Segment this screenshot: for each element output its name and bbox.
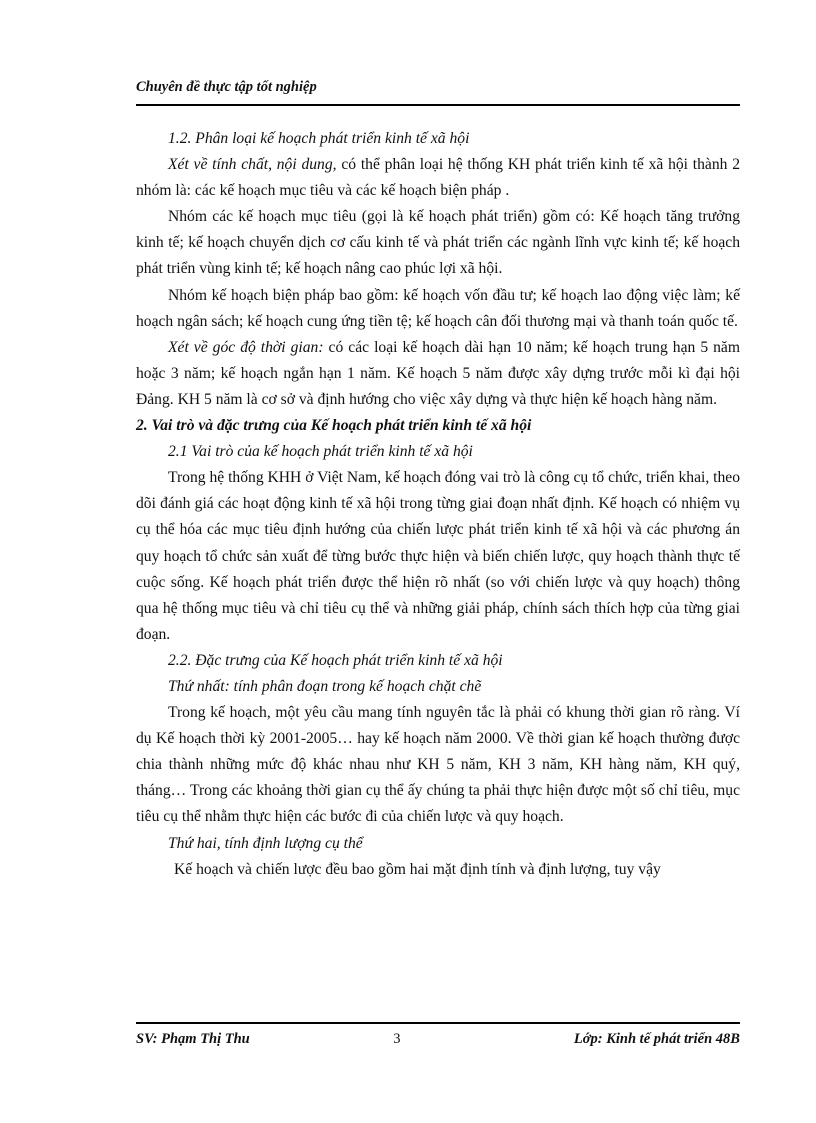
section-2-1-heading: 2.1 Vai trò của kế hoạch phát triển kinh tế xã hội [168, 443, 473, 461]
page-number: 3 [393, 1031, 401, 1047]
footer-student: SV: Phạm Thị Thu [136, 1031, 250, 1047]
paragraph-target-plans: Nhóm các kế hoạch mục tiêu (gọi là kế hoạch phát triển) gồm có: Kế hoạch tăng trưởng kinh tế; kế hoạch chuyển dịch cơ cấu kinh tế và phát triển các ngành lĩnh vực kinh tế; kế hoạch phát triển vùng kinh tế; kế hoạch nâng cao phúc lợi xã hội. [136, 208, 740, 278]
page-footer [136, 1022, 740, 1050]
paragraph-quantitative: Kế hoạch và chiến lược đều bao gồm hai mặt định tính và định lượng, tuy vậy [174, 860, 661, 878]
paragraph-classification-content [136, 152, 740, 204]
section-1-2-heading: 1.2. Phân loại kế hoạch phát triển kinh tế xã hội [168, 130, 470, 147]
header-title: Chuyên đề thực tập tốt nghiệp [136, 79, 317, 95]
footer-class: Lớp: Kinh tế phát triển 48B [573, 1031, 740, 1047]
paragraph-text: có thể phân loại hệ thống KH phát triển kinh tế xã hội thành 2 nhóm là: các kế hoạch mục tiêu và các kế hoạch biện pháp . [136, 156, 741, 200]
footer-divider [136, 1022, 740, 1024]
header-divider [136, 104, 740, 106]
section-2-2-heading: 2.2. Đặc trưng của Kế hoạch phát triển kinh tế xã hội [168, 651, 503, 669]
subheading-second: Thứ hai, tính định lượng cụ thể [168, 834, 363, 852]
paragraph-measure-plans: Nhóm kế hoạch biện pháp bao gồm: kế hoạch vốn đầu tư; kế hoạch lao động việc làm; kế hoạch ngân sách; kế hoạch cung ứng tiền tệ; kế hoạch cân đối thương mại và thanh toán quốc tế. [136, 286, 740, 330]
paragraph-text: có các loại kế hoạch dài hạn 10 năm; kế hoạch trung hạn 5 năm hoặc 3 năm; kế hoạch ngắn hạn 1 năm. Kế hoạch 5 năm được xây dựng trước mỗi kì đại hội Đảng. KH 5 năm là cơ sở và định hướng cho việc xây dựng và thực hiện kế hoạch hàng năm. [136, 338, 740, 408]
page-header [136, 76, 740, 106]
document-body [136, 126, 740, 883]
section-2-heading: 2. Vai trò và đặc trưng của Kế hoạch phát triển kinh tế xã hội [136, 417, 532, 435]
paragraph-time-frame: Trong kế hoạch, một yêu cầu mang tính nguyên tắc là phải có khung thời gian rõ ràng. Ví dụ Kế hoạch thời kỳ 2001-2005… hay kế hoạch năm 2000. Về thời gian kế hoạch thường được chia thành những mức độ khác nhau như KH 5 năm, KH 3 năm, KH hàng năm, KH quý, tháng… Trong các khoảng thời gian cụ thể ấy chúng ta phải thực hiện được một số chỉ tiêu, mục tiêu cụ thể nhằm thực hiện các bước đi của chiến lược và quy hoạch. [136, 704, 740, 826]
paragraph-role: Trong hệ thống KHH ở Việt Nam, kế hoạch đóng vai trò là công cụ tổ chức, triển khai, theo dõi đánh giá các hoạt động kinh tế xã hội trong từng giai đoạn nhất định. Kế hoạch có nhiệm vụ cụ thể hóa các mục tiêu định hướng của chiến lược phát triển kinh tế xã hội và các phương án quy hoạch tổ chức sản xuất để từng bước thực hiện và biến chiến lược, quy hoạch thành thực tế cuộc sống. Kế hoạch phát triển được thể hiện rõ nhất (so với chiến lược và quy hoạch) thông qua hệ thống mục tiêu và chỉ tiêu cụ thể và những giải pháp, chính sách thích hợp của từng giai đoạn. [136, 469, 740, 643]
paragraph-lead: Xét về tính chất, nội dung, [168, 156, 337, 174]
paragraph-classification-time [136, 335, 740, 413]
subheading-first: Thứ nhất: tính phân đoạn trong kế hoạch chặt chẽ [168, 677, 482, 695]
paragraph-lead: Xét về góc độ thời gian: [168, 338, 324, 356]
